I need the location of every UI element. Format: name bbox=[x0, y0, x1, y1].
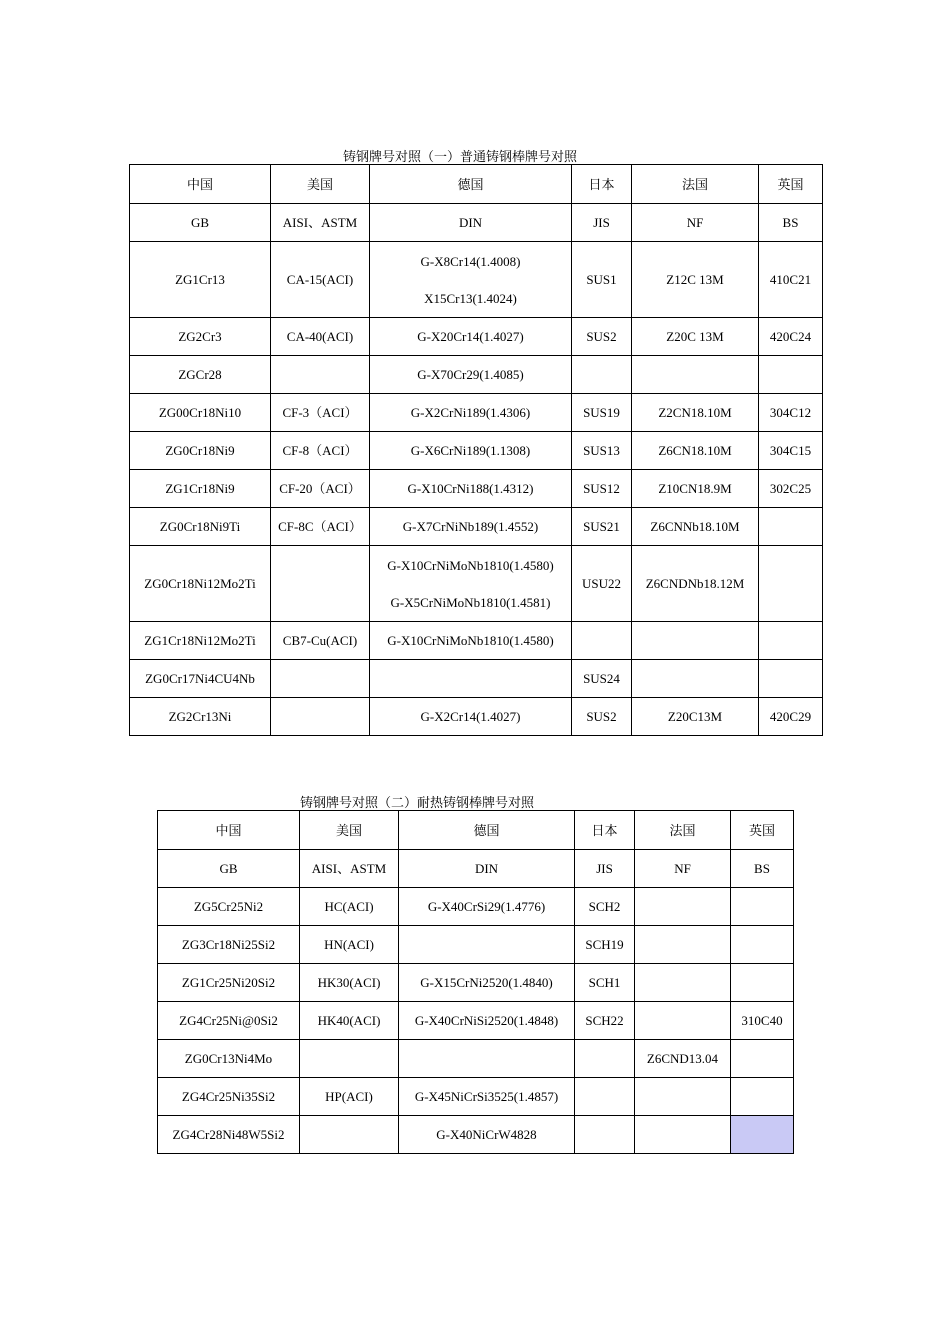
cell-gb: ZG5Cr25Ni2 bbox=[158, 888, 300, 926]
header-standard-aisi: AISI、ASTM bbox=[271, 204, 370, 242]
cell-nf: Z20C 13M bbox=[632, 318, 759, 356]
cell-din bbox=[370, 242, 572, 318]
cell-jis: SUS19 bbox=[572, 394, 632, 432]
din-line: G-X8Cr14(1.4008) bbox=[420, 253, 521, 269]
cell-nf bbox=[632, 622, 759, 660]
din-line: X15Cr13(1.4024) bbox=[424, 290, 517, 306]
table1-country-header-row bbox=[130, 165, 823, 204]
cell-din: G-X40CrSi29(1.4776) bbox=[399, 888, 575, 926]
cell-jis: SCH22 bbox=[575, 1002, 635, 1040]
header-country-china: 中国 bbox=[158, 811, 300, 850]
table-row bbox=[130, 622, 823, 660]
cell-jis: SCH19 bbox=[575, 926, 635, 964]
cell-bs: 410C21 bbox=[759, 242, 823, 318]
header-country-germany: 德国 bbox=[370, 165, 572, 204]
cell-aisi: CB7-Cu(ACI) bbox=[271, 622, 370, 660]
header-standard-bs: BS bbox=[759, 204, 823, 242]
table-row bbox=[130, 242, 823, 318]
din-line: G-X5CrNiMoNb1810(1.4581) bbox=[390, 594, 551, 610]
cell-jis bbox=[575, 1116, 635, 1154]
cell-gb: ZG0Cr18Ni9Ti bbox=[130, 508, 271, 546]
table-row bbox=[130, 508, 823, 546]
cell-nf bbox=[635, 1002, 731, 1040]
header-country-uk: 英国 bbox=[759, 165, 823, 204]
cell-jis bbox=[575, 1040, 635, 1078]
header-country-uk: 英国 bbox=[731, 811, 794, 850]
cell-nf bbox=[635, 1078, 731, 1116]
cell-bs bbox=[759, 546, 823, 622]
header-standard-din: DIN bbox=[399, 850, 575, 888]
cell-din: G-X40NiCrW4828 bbox=[399, 1116, 575, 1154]
header-standard-nf: NF bbox=[632, 204, 759, 242]
cell-bs: 304C15 bbox=[759, 432, 823, 470]
cell-bs bbox=[731, 926, 794, 964]
cell-aisi: CA-40(ACI) bbox=[271, 318, 370, 356]
cell-bs bbox=[731, 1040, 794, 1078]
table1-caption: 铸钢牌号对照（一）普通铸钢棒牌号对照 bbox=[342, 149, 577, 164]
cell-gb: ZGCr28 bbox=[130, 356, 271, 394]
cell-din: G-X10CrNiMoNb1810(1.4580) bbox=[370, 622, 572, 660]
cell-din: G-X2CrNi189(1.4306) bbox=[370, 394, 572, 432]
table2-standard-header-row bbox=[158, 850, 794, 888]
table-row bbox=[130, 432, 823, 470]
table-row bbox=[158, 926, 794, 964]
cell-aisi bbox=[300, 1040, 399, 1078]
header-country-germany: 德国 bbox=[399, 811, 575, 850]
cell-nf bbox=[635, 1116, 731, 1154]
table-row bbox=[158, 964, 794, 1002]
header-country-france: 法国 bbox=[635, 811, 731, 850]
cell-nf: Z6CN18.10M bbox=[632, 432, 759, 470]
cell-gb: ZG0Cr18Ni12Mo2Ti bbox=[130, 546, 271, 622]
cell-nf: Z20C13M bbox=[632, 698, 759, 736]
cell-gb: ZG0Cr18Ni9 bbox=[130, 432, 271, 470]
cell-din: G-X6CrNi189(1.1308) bbox=[370, 432, 572, 470]
cell-aisi bbox=[271, 660, 370, 698]
cell-bs: 304C12 bbox=[759, 394, 823, 432]
cell-bs: 310C40 bbox=[731, 1002, 794, 1040]
cell-aisi bbox=[271, 356, 370, 394]
din-line: G-X10CrNiMoNb1810(1.4580) bbox=[387, 557, 554, 573]
cell-jis: SUS21 bbox=[572, 508, 632, 546]
cell-din: G-X7CrNiNb189(1.4552) bbox=[370, 508, 572, 546]
cell-aisi: CF-8（ACI） bbox=[271, 432, 370, 470]
table-row bbox=[130, 394, 823, 432]
cell-jis: SUS2 bbox=[572, 318, 632, 356]
table1-ordinary-cast-steel bbox=[129, 164, 823, 736]
table-row bbox=[130, 698, 823, 736]
cell-gb: ZG00Cr18Ni10 bbox=[130, 394, 271, 432]
header-standard-aisi: AISI、ASTM bbox=[300, 850, 399, 888]
cell-gb: ZG2Cr13Ni bbox=[130, 698, 271, 736]
cell-jis: USU22 bbox=[572, 546, 632, 622]
cell-bs: 420C29 bbox=[759, 698, 823, 736]
header-standard-bs: BS bbox=[731, 850, 794, 888]
cell-aisi: CA-15(ACI) bbox=[271, 242, 370, 318]
table2-country-header-row bbox=[158, 811, 794, 850]
table-row bbox=[130, 546, 823, 622]
selected-cell-bs[interactable] bbox=[731, 1116, 794, 1154]
cell-aisi: HP(ACI) bbox=[300, 1078, 399, 1116]
cell-jis: SCH2 bbox=[575, 888, 635, 926]
cell-din bbox=[399, 926, 575, 964]
cell-din bbox=[370, 660, 572, 698]
cell-gb: ZG0Cr13Ni4Mo bbox=[158, 1040, 300, 1078]
cell-nf: Z2CN18.10M bbox=[632, 394, 759, 432]
cell-din: G-X45NiCrSi3525(1.4857) bbox=[399, 1078, 575, 1116]
table-row bbox=[158, 1078, 794, 1116]
cell-nf bbox=[632, 356, 759, 394]
table-row bbox=[158, 1116, 794, 1154]
cell-aisi bbox=[271, 546, 370, 622]
cell-jis: SUS13 bbox=[572, 432, 632, 470]
cell-nf: Z10CN18.9M bbox=[632, 470, 759, 508]
header-country-japan: 日本 bbox=[572, 165, 632, 204]
cell-jis bbox=[572, 622, 632, 660]
cell-din: G-X10CrNi188(1.4312) bbox=[370, 470, 572, 508]
cell-gb: ZG2Cr3 bbox=[130, 318, 271, 356]
cell-gb: ZG4Cr25Ni@0Si2 bbox=[158, 1002, 300, 1040]
cell-aisi bbox=[300, 1116, 399, 1154]
cell-aisi: CF-3（ACI） bbox=[271, 394, 370, 432]
cell-aisi bbox=[271, 698, 370, 736]
cell-bs bbox=[759, 660, 823, 698]
cell-din: G-X40CrNiSi2520(1.4848) bbox=[399, 1002, 575, 1040]
cell-gb: ZG3Cr18Ni25Si2 bbox=[158, 926, 300, 964]
cell-nf: Z12C 13M bbox=[632, 242, 759, 318]
table2-caption: 铸钢牌号对照（二）耐热铸钢棒牌号对照 bbox=[299, 795, 534, 810]
cell-aisi: CF-20（ACI） bbox=[271, 470, 370, 508]
cell-nf: Z6CND13.04 bbox=[635, 1040, 731, 1078]
cell-gb: ZG1Cr18Ni12Mo2Ti bbox=[130, 622, 271, 660]
cell-jis: SUS1 bbox=[572, 242, 632, 318]
table-row bbox=[130, 356, 823, 394]
header-country-china: 中国 bbox=[130, 165, 271, 204]
cell-bs: 420C24 bbox=[759, 318, 823, 356]
table2-heat-resistant-cast-steel bbox=[157, 810, 794, 1154]
cell-gb: ZG0Cr17Ni4CU4Nb bbox=[130, 660, 271, 698]
cell-gb: ZG1Cr25Ni20Si2 bbox=[158, 964, 300, 1002]
cell-jis bbox=[575, 1078, 635, 1116]
header-country-usa: 美国 bbox=[300, 811, 399, 850]
cell-din bbox=[370, 546, 572, 622]
header-standard-jis: JIS bbox=[572, 204, 632, 242]
cell-aisi: HN(ACI) bbox=[300, 926, 399, 964]
cell-bs: 302C25 bbox=[759, 470, 823, 508]
cell-din: G-X2Cr14(1.4027) bbox=[370, 698, 572, 736]
cell-din: G-X20Cr14(1.4027) bbox=[370, 318, 572, 356]
header-country-usa: 美国 bbox=[271, 165, 370, 204]
table-row bbox=[130, 470, 823, 508]
cell-nf bbox=[632, 660, 759, 698]
cell-aisi: HC(ACI) bbox=[300, 888, 399, 926]
cell-bs bbox=[731, 964, 794, 1002]
cell-din bbox=[399, 1040, 575, 1078]
header-standard-nf: NF bbox=[635, 850, 731, 888]
cell-din: G-X70Cr29(1.4085) bbox=[370, 356, 572, 394]
header-country-france: 法国 bbox=[632, 165, 759, 204]
header-country-japan: 日本 bbox=[575, 811, 635, 850]
cell-gb: ZG4Cr28Ni48W5Si2 bbox=[158, 1116, 300, 1154]
cell-nf bbox=[635, 964, 731, 1002]
cell-nf bbox=[635, 926, 731, 964]
table1-standard-header-row bbox=[130, 204, 823, 242]
cell-jis: SUS12 bbox=[572, 470, 632, 508]
cell-bs bbox=[731, 888, 794, 926]
cell-din: G-X15CrNi2520(1.4840) bbox=[399, 964, 575, 1002]
cell-gb: ZG1Cr13 bbox=[130, 242, 271, 318]
cell-jis bbox=[572, 356, 632, 394]
header-standard-gb: GB bbox=[158, 850, 300, 888]
header-standard-gb: GB bbox=[130, 204, 271, 242]
table-row bbox=[158, 888, 794, 926]
cell-aisi: HK40(ACI) bbox=[300, 1002, 399, 1040]
cell-nf: Z6CNNb18.10M bbox=[632, 508, 759, 546]
cell-gb: ZG1Cr18Ni9 bbox=[130, 470, 271, 508]
cell-jis: SUS24 bbox=[572, 660, 632, 698]
table-row bbox=[158, 1040, 794, 1078]
cell-bs bbox=[731, 1078, 794, 1116]
cell-nf bbox=[635, 888, 731, 926]
cell-gb: ZG4Cr25Ni35Si2 bbox=[158, 1078, 300, 1116]
cell-bs bbox=[759, 356, 823, 394]
cell-jis: SCH1 bbox=[575, 964, 635, 1002]
table-row bbox=[158, 1002, 794, 1040]
cell-bs bbox=[759, 508, 823, 546]
table-row bbox=[130, 318, 823, 356]
header-standard-jis: JIS bbox=[575, 850, 635, 888]
table-row bbox=[130, 660, 823, 698]
cell-nf: Z6CNDNb18.12M bbox=[632, 546, 759, 622]
cell-jis: SUS2 bbox=[572, 698, 632, 736]
cell-bs bbox=[759, 622, 823, 660]
cell-aisi: HK30(ACI) bbox=[300, 964, 399, 1002]
header-standard-din: DIN bbox=[370, 204, 572, 242]
cell-aisi: CF-8C（ACI） bbox=[271, 508, 370, 546]
